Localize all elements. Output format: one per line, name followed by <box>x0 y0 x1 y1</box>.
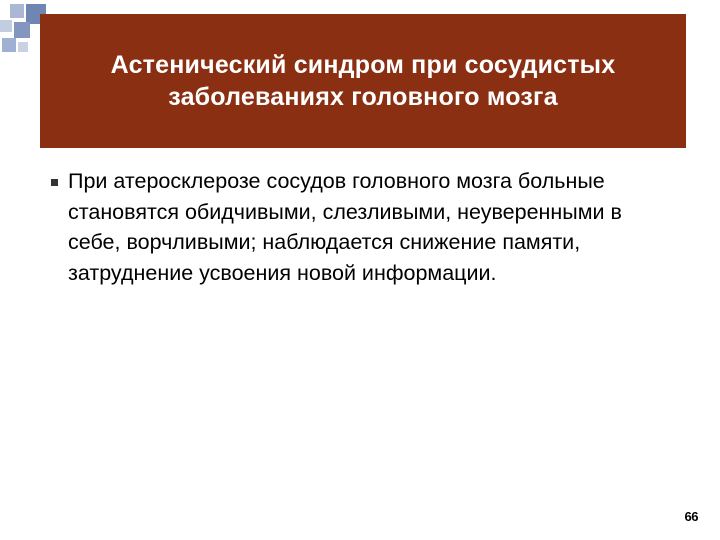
page-number: 66 <box>684 509 698 524</box>
decorative-square <box>18 42 28 52</box>
title-banner <box>40 14 686 148</box>
decorative-square <box>2 38 16 52</box>
bullet-item-text: При атеросклерозе сосудов головного мозга больные становятся обидчивыми, слезливыми, неуверенными в себе, ворчливыми; наблюдается снижение памяти, затруднение усвоения новой информации. <box>68 169 622 285</box>
decorative-square <box>10 4 24 18</box>
decorative-square <box>0 20 12 32</box>
slide-body <box>40 166 686 288</box>
square-bullet-icon <box>40 166 68 188</box>
slide-title: Астенический синдром при сосудистых заболеваниях головного мозга <box>110 51 616 111</box>
bullet-item <box>40 166 686 288</box>
decorative-square <box>14 22 30 38</box>
